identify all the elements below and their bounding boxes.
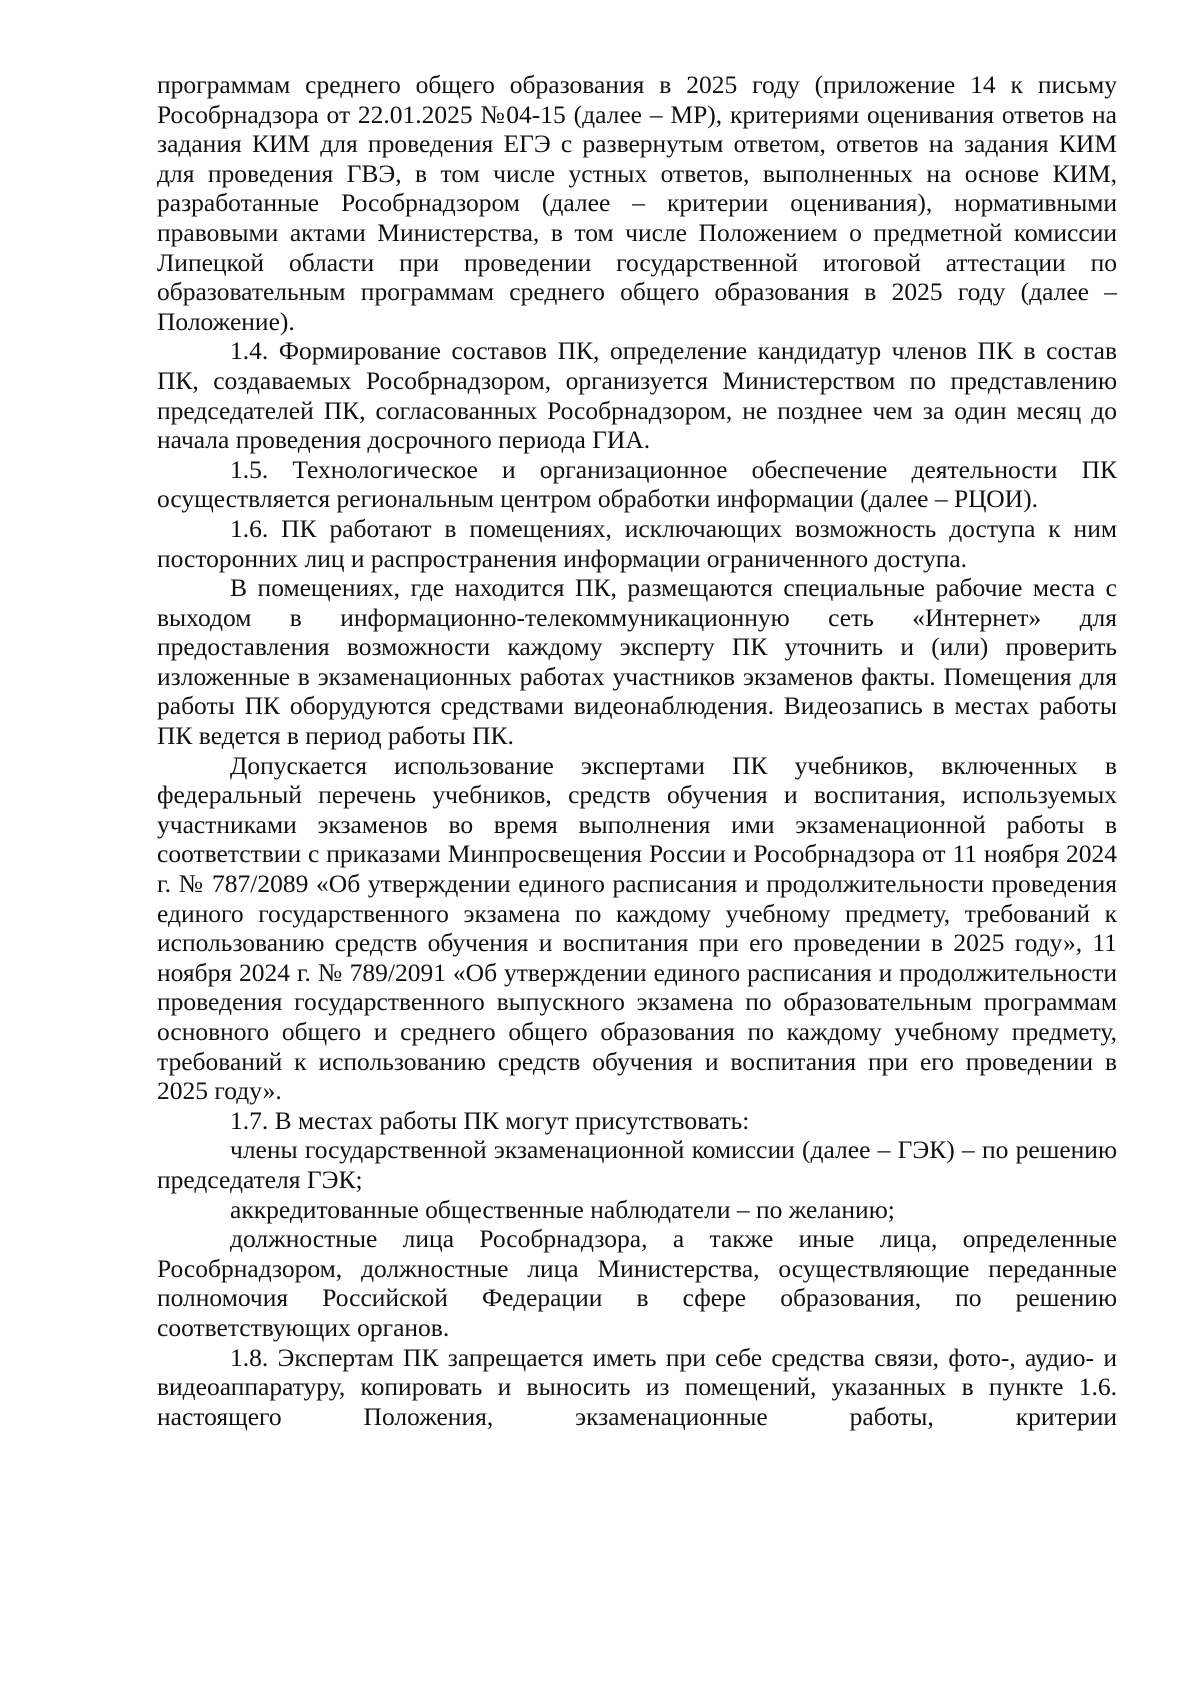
list-item-gek-members: члены государственной экзаменационной комиссии (далее – ГЭК) – по решению председателя ГЭК; <box>157 1135 1117 1194</box>
paragraph-1-5: 1.5. Технологическое и организационное обеспечение деятельности ПК осуществляется региональным центром обработки информации (далее – РЦОИ). <box>157 454 1117 514</box>
paragraph-mr-criteria: программам среднего общего образования в 2025 году (приложение 14 к письму Рособрнадзора от 22.01.2025 №04-15 (далее – МР), критериями оценивания ответов на задания КИМ для проведения ЕГЭ с развернутым ответом, ответов на задания КИМ для проведения ГВЭ, в том числе устных ответов, выполненных на основе КИМ, разработанные Рособрнадзором (далее – критерии оценивания), нормативными правовыми актами Министерства, в том числе Положением о предметной комиссии Липецкой области при проведении государственной итоговой аттестации по образовательным программам среднего общего образования в 2025 году (далее – Положение). <box>157 70 1117 336</box>
paragraph-1-4: 1.4. Формирование составов ПК, определение кандидатур членов ПК в состав ПК, создаваемых Рособрнадзором, организуется Министерством по представлению председателей ПК, согласованных Рособрнадзором, не позднее чем за один месяц до начала проведения досрочного периода ГИА. <box>157 336 1117 455</box>
list-item-observers: аккредитованные общественные наблюдатели – по желанию; <box>230 1194 895 1224</box>
paragraph-workplaces: В помещениях, где находится ПК, размещаются специальные рабочие места с выходом в информационно-телекоммуникационную сеть «Интернет» для предоставления возможности каждому эксперту ПК уточнить и (или) проверить изложенные в экзаменационных работах участников экзаменов факты. Помещения для работы ПК оборудуются средствами видеонаблюдения. Видеозапись в местах работы ПК ведется в период работы ПК. <box>157 573 1117 751</box>
paragraph-textbooks: Допускается использование экспертами ПК учебников, включенных в федеральный перечень учебников, средств обучения и воспитания, используемых участниками экзаменов во время выполнения ими экзаменационной работы в соответствии с приказами Минпросвещения России и Рособрнадзора от 11 ноября 2024 г. № 787/2089 «Об утверждении единого расписания и продолжительности проведения единого государственного экзамена по каждому учебному предмету, требований к использованию средств обучения и воспитания при его проведении в 2025 году», 11 ноября 2024 г. № 789/2091 «Об утверждении единого расписания и продолжительности проведения государственного выпускного экзамена по образовательным программам основного общего и среднего общего образования по каждому учебному предмету, требований к использованию средств обучения и воспитания при его проведении в 2025 году». <box>157 750 1117 1106</box>
document-body <box>157 70 1117 1431</box>
paragraph-1-6: 1.6. ПК работают в помещениях, исключающих возможность доступа к ним посторонних лиц и распространения информации ограниченного доступа. <box>157 513 1117 573</box>
paragraph-1-7: 1.7. В местах работы ПК могут присутствовать: <box>230 1105 750 1135</box>
paragraph-1-8: 1.8. Экспертам ПК запрещается иметь при себе средства связи, фото-, аудио- и видеоаппаратуру, копировать и выносить из помещений, указанных в пункте 1.6. настоящего Положения, экзаменационные работы, критерии <box>157 1342 1117 1431</box>
list-item-officials: должностные лица Рособрнадзора, а также иные лица, определенные Рособрнадзором, должностные лица Министерства, осуществляющие переданные полномочия Российской Федерации в сфере образования, по решению соответствующих органов. <box>157 1224 1117 1342</box>
